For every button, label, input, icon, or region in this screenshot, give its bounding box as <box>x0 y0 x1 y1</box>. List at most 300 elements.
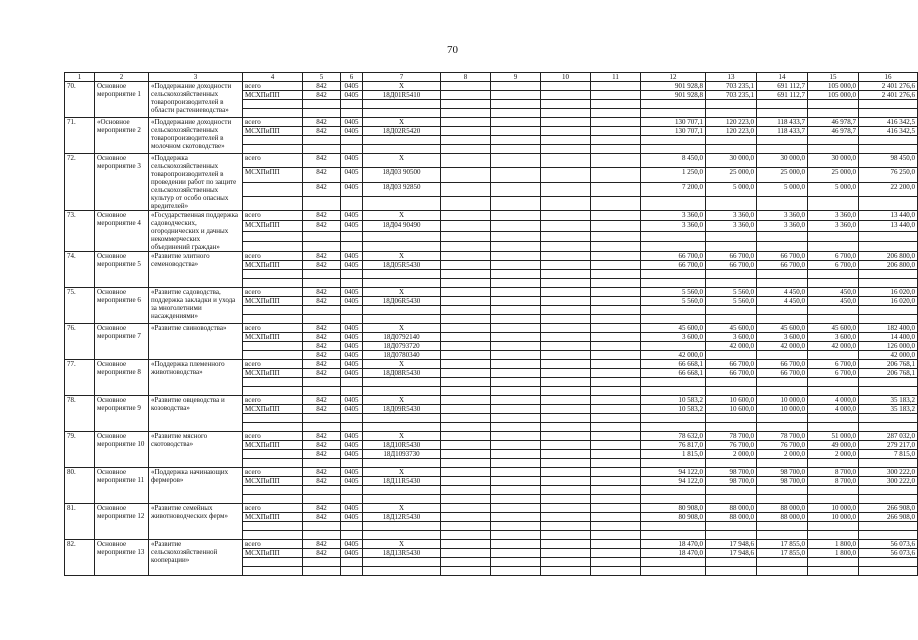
rzpr-code: 0405 <box>341 91 363 100</box>
empty-cell <box>706 270 757 279</box>
empty-cell <box>808 100 859 109</box>
total-cell: 126 000,0 <box>859 342 918 351</box>
empty-cell <box>491 261 541 270</box>
empty-cell <box>591 333 641 342</box>
empty-cell <box>491 360 541 369</box>
value-cell: 118 433,7 <box>757 127 808 136</box>
empty-cell <box>243 145 303 154</box>
empty-cell <box>641 196 706 210</box>
executor: всего <box>243 324 303 333</box>
empty-cell <box>341 378 363 387</box>
empty-cell <box>363 495 441 504</box>
empty-cell <box>641 558 706 567</box>
grbs-code: 842 <box>303 324 341 333</box>
empty-cell <box>706 567 757 576</box>
value-cell: 66 668,1 <box>641 369 706 378</box>
value-cell: 130 707,1 <box>641 127 706 136</box>
target-code: X <box>363 82 441 91</box>
value-cell: 3 360,0 <box>641 221 706 231</box>
empty-cell <box>591 279 641 288</box>
empty-cell <box>491 423 541 432</box>
value-cell: 4 450,0 <box>757 288 808 297</box>
empty-cell <box>808 414 859 423</box>
activity-name: «Поддержка начинающих фермеров» <box>149 468 243 504</box>
activity-name: «Развитие садоводства, поддержка закладки и ухода за многолетними насаждениями» <box>149 288 243 324</box>
empty-cell <box>491 127 541 136</box>
empty-cell <box>757 531 808 540</box>
empty-cell <box>303 315 341 324</box>
empty-cell <box>757 378 808 387</box>
total-cell: 266 908,0 <box>859 513 918 522</box>
empty-cell <box>706 279 757 288</box>
empty-cell <box>243 531 303 540</box>
empty-cell <box>363 270 441 279</box>
value-cell: 88 000,0 <box>706 504 757 513</box>
value-cell: 80 908,0 <box>641 504 706 513</box>
empty-cell <box>491 306 541 315</box>
empty-cell <box>341 414 363 423</box>
value-cell: 66 700,0 <box>641 252 706 261</box>
empty-cell <box>541 168 591 182</box>
empty-cell <box>808 145 859 154</box>
empty-cell <box>491 378 541 387</box>
empty-cell <box>706 109 757 118</box>
empty-cell <box>491 196 541 210</box>
empty-cell <box>541 414 591 423</box>
value-cell: 3 360,0 <box>757 221 808 231</box>
activity-type: Основное мероприятие 1 <box>95 82 149 118</box>
executor: МСХПиПП <box>243 221 303 231</box>
total-cell: 16 020,0 <box>859 297 918 306</box>
empty-cell <box>859 522 918 531</box>
target-code: X <box>363 468 441 477</box>
empty-cell <box>363 567 441 576</box>
empty-cell <box>441 270 491 279</box>
empty-cell <box>491 252 541 261</box>
value-cell: 76 700,0 <box>706 441 757 450</box>
empty-cell <box>706 486 757 495</box>
rzpr-code: 0405 <box>341 182 363 196</box>
empty-cell <box>591 342 641 351</box>
empty-cell <box>441 369 491 378</box>
empty-cell <box>808 558 859 567</box>
activity-name: «Поддержание доходности сельскохозяйственных товаропроизводителей в молочном скотоводстве» <box>149 118 243 154</box>
table-row <box>65 252 918 261</box>
activity-type: Основное мероприятие 5 <box>95 252 149 288</box>
empty-cell <box>641 145 706 154</box>
empty-cell <box>757 196 808 210</box>
empty-cell <box>591 369 641 378</box>
empty-cell <box>706 231 757 241</box>
empty-cell <box>363 522 441 531</box>
empty-cell <box>808 423 859 432</box>
empty-cell <box>591 270 641 279</box>
value-cell: 94 122,0 <box>641 477 706 486</box>
rzpr-code: 0405 <box>341 351 363 360</box>
empty-cell <box>591 127 641 136</box>
value-cell: 5 560,0 <box>706 297 757 306</box>
target-code: X <box>363 211 441 221</box>
empty-cell <box>706 387 757 396</box>
empty-cell <box>341 522 363 531</box>
value-cell: 130 707,1 <box>641 118 706 127</box>
activity-type: Основное мероприятие 3 <box>95 154 149 211</box>
empty-cell <box>706 459 757 468</box>
empty-cell <box>859 378 918 387</box>
empty-cell <box>441 118 491 127</box>
target-code: X <box>363 432 441 441</box>
value-cell: 8 700,0 <box>808 477 859 486</box>
empty-cell <box>641 279 706 288</box>
empty-cell <box>491 288 541 297</box>
grbs-code: 842 <box>303 432 341 441</box>
empty-cell <box>491 279 541 288</box>
value-cell: 3 600,0 <box>757 333 808 342</box>
empty-cell <box>303 387 341 396</box>
empty-cell <box>859 315 918 324</box>
empty-cell <box>641 486 706 495</box>
value-cell: 30 000,0 <box>808 154 859 168</box>
empty-cell <box>591 504 641 513</box>
value-cell: 98 700,0 <box>706 477 757 486</box>
empty-cell <box>491 82 541 91</box>
empty-cell <box>541 486 591 495</box>
empty-cell <box>757 100 808 109</box>
empty-cell <box>859 531 918 540</box>
rzpr-code: 0405 <box>341 432 363 441</box>
executor: всего <box>243 82 303 91</box>
total-cell: 22 200,0 <box>859 182 918 196</box>
rzpr-code: 0405 <box>341 118 363 127</box>
activity-type: Основное мероприятие 13 <box>95 540 149 576</box>
activity-type: Основное мероприятие 10 <box>95 432 149 468</box>
empty-cell <box>641 109 706 118</box>
grbs-code: 842 <box>303 127 341 136</box>
executor: МСХПиПП <box>243 127 303 136</box>
empty-cell <box>808 270 859 279</box>
empty-cell <box>303 531 341 540</box>
value-cell: 66 700,0 <box>641 261 706 270</box>
empty-cell <box>491 241 541 251</box>
empty-cell <box>591 324 641 333</box>
value-cell: 45 600,0 <box>706 324 757 333</box>
executor: всего <box>243 211 303 221</box>
empty-cell <box>441 450 491 459</box>
value-cell: 5 560,0 <box>706 288 757 297</box>
empty-cell <box>441 324 491 333</box>
empty-cell <box>757 558 808 567</box>
empty-cell <box>441 540 491 549</box>
empty-cell <box>441 414 491 423</box>
empty-cell <box>491 468 541 477</box>
empty-cell <box>243 522 303 531</box>
empty-cell <box>641 100 706 109</box>
activity-type: «Основное мероприятие 2 <box>95 118 149 154</box>
value-cell: 51 000,0 <box>808 432 859 441</box>
empty-cell <box>859 495 918 504</box>
value-cell: 66 700,0 <box>706 261 757 270</box>
empty-cell <box>808 231 859 241</box>
executor: МСХПиПП <box>243 513 303 522</box>
empty-cell <box>491 154 541 168</box>
empty-cell <box>591 231 641 241</box>
value-cell: 5 560,0 <box>641 288 706 297</box>
value-cell: 3 600,0 <box>641 333 706 342</box>
value-cell <box>757 351 808 360</box>
empty-cell <box>591 495 641 504</box>
grbs-code: 842 <box>303 468 341 477</box>
target-code: 18Д11R5430 <box>363 477 441 486</box>
empty-cell <box>591 423 641 432</box>
empty-cell <box>859 231 918 241</box>
value-cell: 703 235,1 <box>706 82 757 91</box>
value-cell: 6 700,0 <box>808 369 859 378</box>
value-cell: 66 700,0 <box>706 369 757 378</box>
activity-type: Основное мероприятие 6 <box>95 288 149 324</box>
grbs-code: 842 <box>303 450 341 459</box>
empty-cell <box>491 182 541 196</box>
empty-cell <box>441 109 491 118</box>
target-code: 18Д03 92850 <box>363 182 441 196</box>
empty-cell <box>341 495 363 504</box>
empty-cell <box>341 387 363 396</box>
activity-name: «Поддержка сельскохозяйственных товаропроизводителей в проведении работ по защите сельскохозяйственных культур от особо опасных вредителей» <box>149 154 243 211</box>
empty-cell <box>541 196 591 210</box>
empty-cell <box>859 423 918 432</box>
empty-cell <box>591 261 641 270</box>
empty-cell <box>303 270 341 279</box>
empty-cell <box>541 154 591 168</box>
empty-cell <box>243 109 303 118</box>
activity-name: «Поддержание доходности сельскохозяйственных товаропроизводителей в области растениеводства» <box>149 82 243 118</box>
value-cell: 3 360,0 <box>706 221 757 231</box>
empty-cell <box>441 168 491 182</box>
value-cell: 105 000,0 <box>808 82 859 91</box>
row-number: 75. <box>65 288 95 324</box>
empty-cell <box>441 378 491 387</box>
empty-cell <box>591 558 641 567</box>
empty-cell <box>441 100 491 109</box>
empty-cell <box>491 333 541 342</box>
empty-cell <box>591 567 641 576</box>
empty-cell <box>541 221 591 231</box>
total-cell: 266 908,0 <box>859 504 918 513</box>
budget-table <box>64 72 918 576</box>
empty-cell <box>441 306 491 315</box>
empty-cell <box>808 531 859 540</box>
rzpr-code: 0405 <box>341 211 363 221</box>
total-cell: 206 768,1 <box>859 360 918 369</box>
empty-cell <box>303 145 341 154</box>
empty-cell <box>808 196 859 210</box>
activity-name: «Развитие семейных животноводческих ферм» <box>149 504 243 540</box>
empty-cell <box>808 387 859 396</box>
empty-cell <box>363 486 441 495</box>
rzpr-code: 0405 <box>341 540 363 549</box>
empty-cell <box>491 231 541 241</box>
empty-cell <box>641 231 706 241</box>
empty-cell <box>303 231 341 241</box>
value-cell: 3 600,0 <box>808 333 859 342</box>
empty-cell <box>859 279 918 288</box>
total-cell: 42 000,0 <box>859 351 918 360</box>
empty-cell <box>808 109 859 118</box>
rzpr-code: 0405 <box>341 468 363 477</box>
empty-cell <box>541 333 591 342</box>
activity-name: «Поддержка племенного животноводства» <box>149 360 243 396</box>
empty-cell <box>591 459 641 468</box>
empty-cell <box>541 459 591 468</box>
empty-cell <box>441 315 491 324</box>
value-cell: 42 000,0 <box>641 351 706 360</box>
empty-cell <box>706 558 757 567</box>
empty-cell <box>541 288 591 297</box>
target-code: X <box>363 154 441 168</box>
empty-cell <box>541 279 591 288</box>
value-cell: 45 600,0 <box>757 324 808 333</box>
empty-cell <box>303 109 341 118</box>
empty-cell <box>243 315 303 324</box>
empty-cell <box>491 369 541 378</box>
empty-cell <box>591 136 641 145</box>
empty-cell <box>859 486 918 495</box>
value-cell: 118 433,7 <box>757 118 808 127</box>
empty-cell <box>706 378 757 387</box>
total-cell: 35 183,2 <box>859 396 918 405</box>
activity-name: «Развитие свиноводства» <box>149 324 243 360</box>
empty-cell <box>491 221 541 231</box>
empty-cell <box>757 486 808 495</box>
empty-cell <box>541 513 591 522</box>
empty-cell <box>859 136 918 145</box>
empty-cell <box>363 109 441 118</box>
executor: всего <box>243 252 303 261</box>
target-code: 18Д0792140 <box>363 333 441 342</box>
activity-type: Основное мероприятие 9 <box>95 396 149 432</box>
executor <box>243 182 303 196</box>
executor: МСХПиПП <box>243 261 303 270</box>
empty-cell <box>491 459 541 468</box>
empty-cell <box>706 306 757 315</box>
empty-cell <box>243 387 303 396</box>
rzpr-code: 0405 <box>341 504 363 513</box>
grbs-code: 842 <box>303 182 341 196</box>
target-code: 18Д05R5430 <box>363 261 441 270</box>
empty-cell <box>541 387 591 396</box>
total-cell: 14 400,0 <box>859 333 918 342</box>
empty-cell <box>441 261 491 270</box>
value-cell: 1 815,0 <box>641 450 706 459</box>
empty-cell <box>491 522 541 531</box>
target-code: 18Д02R5420 <box>363 127 441 136</box>
empty-cell <box>541 270 591 279</box>
row-number: 76. <box>65 324 95 360</box>
empty-cell <box>808 279 859 288</box>
empty-cell <box>341 196 363 210</box>
value-cell: 703 235,1 <box>706 91 757 100</box>
empty-cell <box>363 136 441 145</box>
value-cell: 5 000,0 <box>757 182 808 196</box>
activity-name: «Развитие элитного семеноводства» <box>149 252 243 288</box>
total-cell: 300 222,0 <box>859 468 918 477</box>
target-code: 18Д0793720 <box>363 342 441 351</box>
empty-cell <box>441 288 491 297</box>
empty-cell <box>757 495 808 504</box>
executor: всего <box>243 432 303 441</box>
empty-cell <box>491 441 541 450</box>
empty-cell <box>243 459 303 468</box>
empty-cell <box>441 82 491 91</box>
empty-cell <box>591 168 641 182</box>
target-code: 18Д03 90500 <box>363 168 441 182</box>
header-cell: 16 <box>859 73 918 82</box>
empty-cell <box>441 459 491 468</box>
empty-cell <box>591 241 641 251</box>
empty-cell <box>591 109 641 118</box>
empty-cell <box>541 100 591 109</box>
empty-cell <box>363 279 441 288</box>
empty-cell <box>541 405 591 414</box>
empty-cell <box>341 241 363 251</box>
empty-cell <box>591 145 641 154</box>
empty-cell <box>641 387 706 396</box>
empty-cell <box>591 154 641 168</box>
empty-cell <box>441 432 491 441</box>
empty-cell <box>441 127 491 136</box>
header-cell: 8 <box>441 73 491 82</box>
empty-cell <box>541 558 591 567</box>
value-cell <box>641 342 706 351</box>
value-cell: 42 000,0 <box>706 342 757 351</box>
header-cell: 15 <box>808 73 859 82</box>
grbs-code: 842 <box>303 297 341 306</box>
empty-cell <box>591 513 641 522</box>
empty-cell <box>491 558 541 567</box>
empty-cell <box>541 91 591 100</box>
empty-cell <box>243 279 303 288</box>
empty-cell <box>441 513 491 522</box>
value-cell: 8 450,0 <box>641 154 706 168</box>
empty-cell <box>541 432 591 441</box>
empty-cell <box>591 196 641 210</box>
empty-cell <box>859 109 918 118</box>
empty-cell <box>706 522 757 531</box>
empty-cell <box>363 414 441 423</box>
total-cell: 416 342,5 <box>859 118 918 127</box>
empty-cell <box>591 378 641 387</box>
empty-cell <box>441 495 491 504</box>
rzpr-code: 0405 <box>341 261 363 270</box>
empty-cell <box>541 342 591 351</box>
empty-cell <box>541 297 591 306</box>
empty-cell <box>706 423 757 432</box>
empty-cell <box>591 360 641 369</box>
header-cell: 9 <box>491 73 541 82</box>
empty-cell <box>491 567 541 576</box>
value-cell: 10 000,0 <box>757 396 808 405</box>
empty-cell <box>341 136 363 145</box>
empty-cell <box>541 450 591 459</box>
empty-cell <box>706 315 757 324</box>
empty-cell <box>303 196 341 210</box>
empty-cell <box>641 136 706 145</box>
target-code: X <box>363 288 441 297</box>
header-cell: 1 <box>65 73 95 82</box>
empty-cell <box>541 495 591 504</box>
empty-cell <box>541 351 591 360</box>
empty-cell <box>303 306 341 315</box>
value-cell: 42 000,0 <box>808 342 859 351</box>
